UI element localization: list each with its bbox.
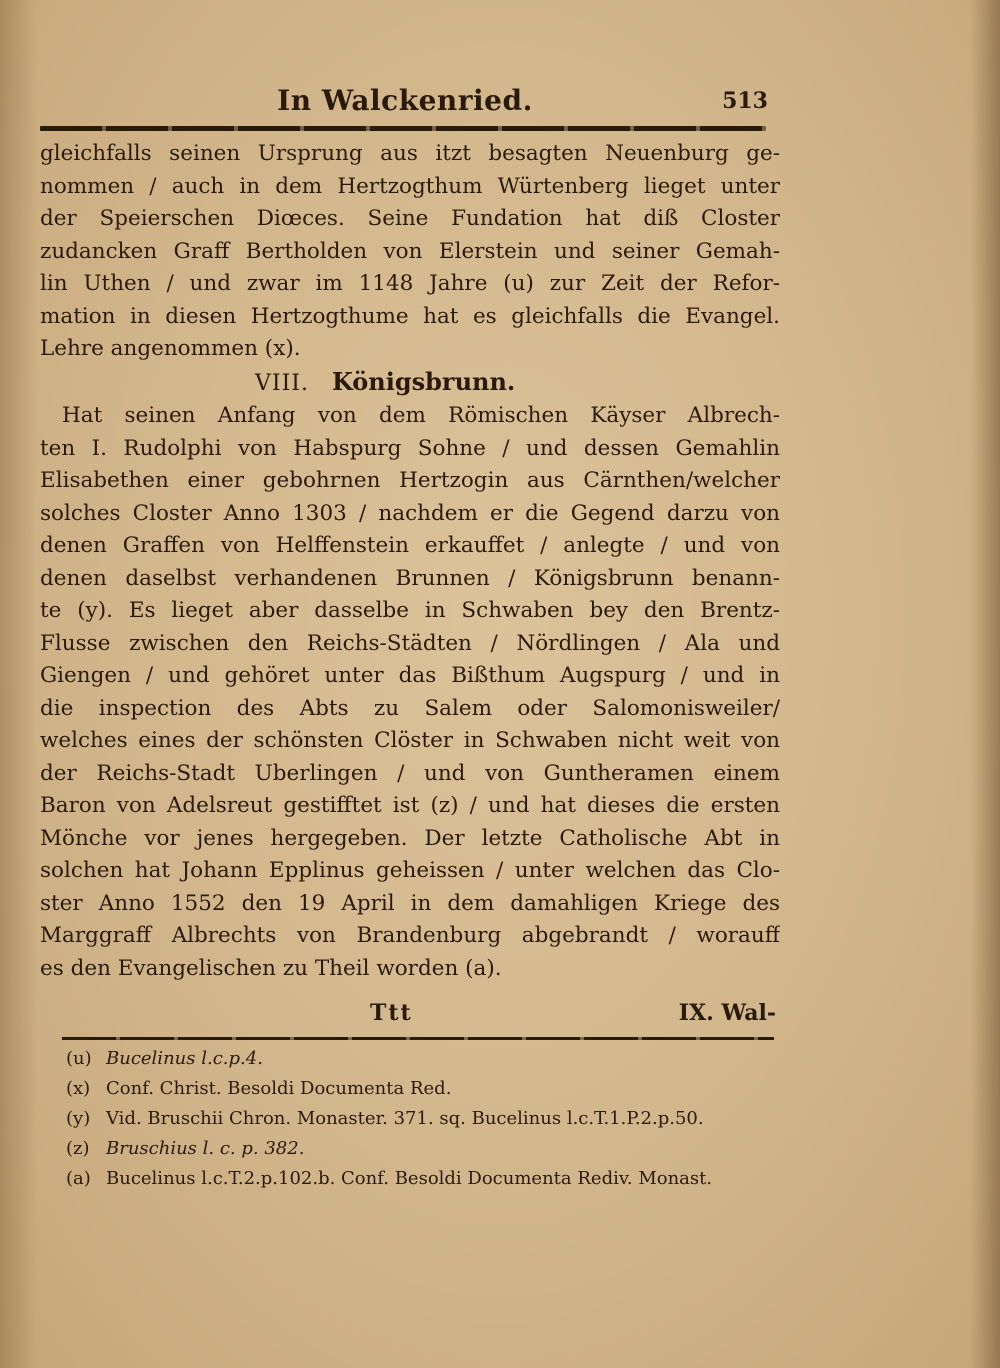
- paragraph-first-line: Hat seinen Anfang von dem Römischen Käyser Albrech-: [62, 403, 780, 428]
- footnote-mark: (z): [66, 1138, 90, 1159]
- page-header: [40, 84, 770, 124]
- text-line: Mönche vor jenes hergegeben. Der letzte Catholische Abt in: [40, 825, 780, 851]
- text-line: ten I. Rudolphi von Habspurg Sohne / und dessen Gemahlin: [40, 435, 780, 461]
- paragraph-last-line: Lehre angenommen (x).: [40, 336, 301, 361]
- text-line: Flusse zwischen den Reichs-Städten / Nördlingen / Ala und: [40, 630, 780, 656]
- running-title: In Walckenried.: [277, 84, 533, 117]
- section-title: Königsbrunn.: [331, 366, 516, 396]
- text-line: te (y). Es lieget aber dasselbe in Schwaben bey den Brentz-: [40, 598, 780, 623]
- footnote-text: Bucelinus l.c.T.2.p.102.b. Conf. Besoldi Documenta Rediv. Monast.: [106, 1168, 713, 1189]
- text-line: Elisabethen einer gebohrnen Hertzogin aus Cärnthen/welcher: [40, 468, 780, 493]
- text-line: denen daselbst verhandenen Brunnen / Königsbrunn benann-: [40, 565, 780, 591]
- main-text: [40, 138, 780, 985]
- footnote-mark: (a): [66, 1168, 91, 1189]
- text-line: ster Anno 1552 den 19 April in dem damahligen Kriege des: [40, 890, 780, 916]
- text-line: Giengen / und gehöret unter das Bißthum Augspurg / und in: [40, 663, 780, 688]
- footnote-mark: (y): [66, 1108, 91, 1129]
- catchword: IX. Wal-: [678, 1000, 776, 1026]
- text-line: zudancken Graff Bertholden von Elerstein und seiner Gemah-: [40, 238, 780, 264]
- footnote-mark: (u): [66, 1048, 92, 1069]
- section-heading: [40, 366, 780, 401]
- footnote-rule: [62, 1037, 774, 1040]
- text-line: solchen hat Johann Epplinus geheissen / unter welchen das Clo-: [40, 858, 780, 883]
- page-number: 513: [722, 88, 768, 114]
- text-line: lin Uthen / und zwar im 1148 Jahre (u) zur Zeit der Refor-: [40, 271, 780, 296]
- text-line: der Speierschen Diœces. Seine Fundation hat diß Closter: [40, 206, 780, 231]
- footnote: [66, 1074, 778, 1104]
- text-line: denen Graffen von Helffenstein erkauffet / anlegte / und von: [40, 533, 780, 558]
- text-line: welches eines der schönsten Clöster in Schwaben nicht weit von: [40, 728, 780, 753]
- footnote: [66, 1104, 778, 1134]
- header-rule: [40, 126, 766, 131]
- text-line: Baron von Adelsreut gestifftet ist (z) / und hat dieses die ersten: [40, 793, 780, 818]
- footnote-text: Bruschius l. c. p. 382.: [106, 1138, 305, 1159]
- text-line: die inspection des Abts zu Salem oder Salomonisweiler/: [40, 695, 780, 721]
- catch-line: [40, 1000, 776, 1030]
- section-number: VIII.: [255, 370, 309, 396]
- text-line: Marggraff Albrechts von Brandenburg abgebrandt / worauff: [40, 923, 780, 948]
- footnote: [66, 1134, 778, 1164]
- footnote-mark: (x): [66, 1078, 91, 1099]
- text-line: solches Closter Anno 1303 / nachdem er die Gegend darzu von: [40, 500, 780, 526]
- footnote: [66, 1044, 778, 1074]
- text-line: der Reichs-Stadt Uberlingen / und von Guntheramen einem: [40, 760, 780, 786]
- paragraph-last-line: es den Evangelischen zu Theil worden (a).: [40, 955, 502, 981]
- text-line: mation in diesen Hertzogthume hat es gleichfalls die Evangel.: [40, 303, 780, 329]
- footnote-text: Conf. Christ. Besoldi Documenta Red.: [106, 1078, 452, 1099]
- signature-mark: Ttt: [370, 1000, 413, 1026]
- text-line: gleichfalls seinen Ursprung aus itzt besagten Neuenburg ge-: [40, 141, 780, 166]
- footnotes: [66, 1044, 778, 1194]
- text-line: nommen / auch in dem Hertzogthum Würtenberg lieget unter: [40, 173, 780, 199]
- footnote-text: Vid. Bruschii Chron. Monaster. 371. sq. Bucelinus l.c.T.1.P.2.p.50.: [106, 1108, 704, 1129]
- footnote-text: Bucelinus l.c.p.4.: [106, 1048, 263, 1069]
- footnote: [66, 1164, 778, 1194]
